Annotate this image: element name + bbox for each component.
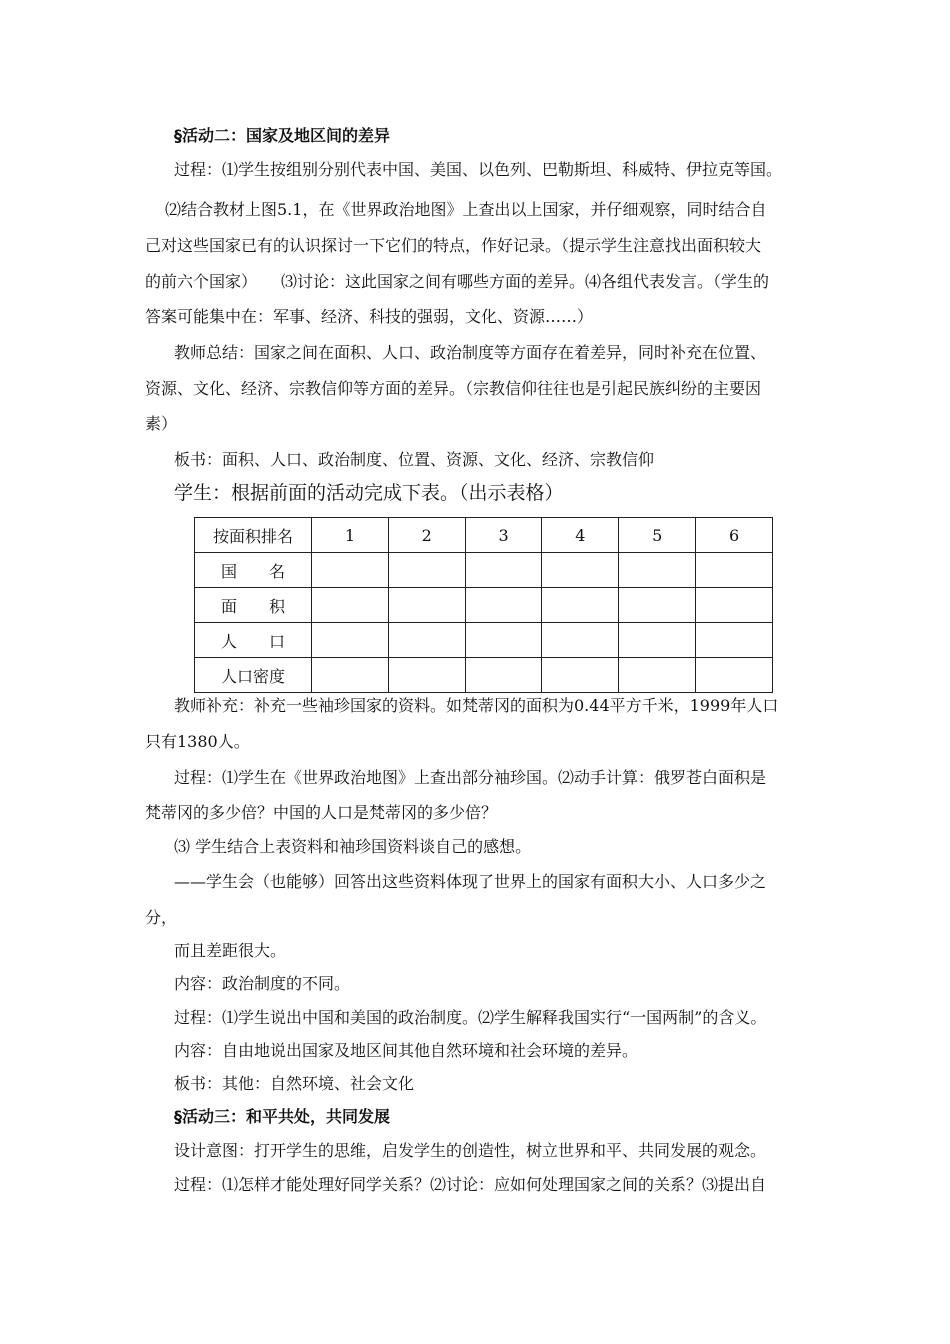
paragraph-line: 过程：⑴学生在《世界政治地图》上查出部分袖珍国。⑵动手计算：俄罗苍白面积是 (174, 768, 767, 787)
empty-cell (312, 623, 389, 658)
table-header-cell: 按面积排名 (195, 518, 312, 553)
paragraph-line: 板书：其他：自然环境、社会文化 (174, 1074, 415, 1093)
row-label: 国 名 (195, 553, 312, 588)
table-header-cell: 5 (619, 518, 696, 553)
empty-cell (619, 658, 696, 693)
paragraph-line: 设计意图：打开学生的思维，启发学生的创造性，树立世界和平、共同发展的观念。 (174, 1141, 767, 1160)
empty-cell (312, 553, 389, 588)
paragraph-line: 教师补充：补充一些袖珍国家的资料。如梵蒂冈的面积为0.44平方千米，1999年人口 (174, 696, 779, 715)
paragraph-line: 答案可能集中在：军事、经济、科技的强弱，文化、资源……） (145, 307, 594, 326)
empty-cell (465, 623, 542, 658)
empty-cell (312, 588, 389, 623)
empty-cell (388, 588, 465, 623)
empty-cell (388, 623, 465, 658)
paragraph-line: 梵蒂冈的多少倍？中国的人口是梵蒂冈的多少倍？ (145, 803, 498, 822)
empty-cell (696, 553, 773, 588)
paragraph-line: ——学生会（也能够）回答出这些资料体现了世界上的国家有面积大小、人口多少之 (174, 872, 767, 891)
table-row (195, 658, 773, 693)
table-row (195, 588, 773, 623)
paragraph-line: 学生：根据前面的活动完成下表。（出示表格） (174, 482, 564, 504)
paragraph-line: 过程：⑴怎样才能处理好同学关系？⑵讨论：应如何处理国家之间的关系？⑶提出自 (174, 1175, 767, 1194)
table-header-cell: 2 (388, 518, 465, 553)
paragraph-line: 分， (145, 908, 178, 927)
paragraph-line: 过程：⑴学生按组别分别代表中国、美国、以色列、巴勒斯坦、科威特、伊拉克等国。 (174, 160, 783, 179)
paragraph-line: 的前六个国家） ⑶讨论：这此国家之间有哪些方面的差异。⑷各组代表发言。（学生的 (145, 272, 770, 291)
table-row (195, 623, 773, 658)
row-label: 人口密度 (195, 658, 312, 693)
table-header-cell: 6 (696, 518, 773, 553)
empty-cell (542, 553, 619, 588)
paragraph-line: 己对这些国家已有的认识探讨一下它们的特点，作好记录。（提示学生注意找出面积较大 (145, 236, 762, 255)
empty-cell (465, 588, 542, 623)
paragraph-line: 内容：政治制度的不同。 (174, 974, 351, 993)
activity3-title: §活动三：和平共处，共同发展 (174, 1107, 391, 1126)
paragraph-line: ⑶ 学生结合上表资料和袖珍国资料谈自己的感想。 (174, 837, 532, 856)
empty-cell (696, 623, 773, 658)
empty-cell (542, 658, 619, 693)
paragraph-line: 只有1380人。 (145, 732, 250, 751)
row-label: 面 积 (195, 588, 312, 623)
paragraph-line: 教师总结：国家之间在面积、人口、政治制度等方面存在着差异，同时补充在位置、 (174, 343, 767, 362)
empty-cell (619, 623, 696, 658)
empty-cell (696, 658, 773, 693)
row-label: 人 口 (195, 623, 312, 658)
paragraph-line: 板书：面积、人口、政治制度、位置、资源、文化、经济、宗教信仰 (174, 450, 655, 469)
paragraph-line: ⑵结合教材上图5.1，在《世界政治地图》上查出以上国家，并仔细观察，同时结合自 (165, 200, 767, 219)
empty-cell (465, 658, 542, 693)
paragraph-line: 过程：⑴学生说出中国和美国的政治制度。⑵学生解释我国实行“一国两制”的含义。 (174, 1008, 767, 1027)
empty-cell (312, 658, 389, 693)
paragraph-line: 素） (145, 414, 178, 433)
empty-cell (542, 623, 619, 658)
empty-cell (542, 588, 619, 623)
paragraph-line: 内容：自由地说出国家及地区间其他自然环境和社会环境的差异。 (174, 1041, 639, 1060)
empty-cell (696, 588, 773, 623)
country-comparison-table (194, 517, 773, 693)
empty-cell (388, 658, 465, 693)
table-header-row (195, 518, 773, 553)
table-header-cell: 3 (465, 518, 542, 553)
paragraph-line: 而且差距很大。 (174, 941, 287, 960)
activity2-title: §活动二：国家及地区间的差异 (174, 126, 391, 145)
empty-cell (619, 588, 696, 623)
table-header-cell: 4 (542, 518, 619, 553)
empty-cell (388, 553, 465, 588)
empty-cell (619, 553, 696, 588)
table-row (195, 553, 773, 588)
table-header-cell: 1 (312, 518, 389, 553)
paragraph-line: 资源、文化、经济、宗教信仰等方面的差异。（宗教信仰往往也是引起民族纠纷的主要因 (145, 379, 762, 398)
empty-cell (465, 553, 542, 588)
